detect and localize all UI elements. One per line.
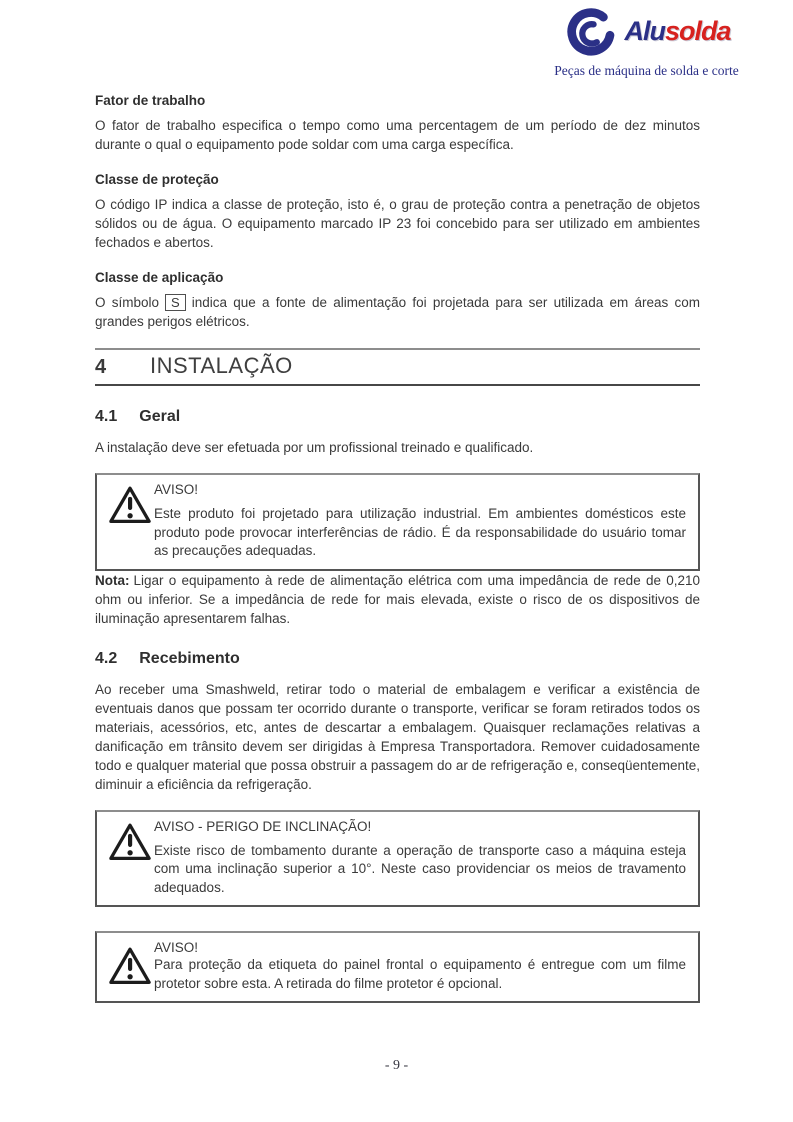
paragraph-classe-de-aplicacao [95,293,700,331]
page-number: - 9 - [384,1058,409,1073]
warning-triangle-icon [105,939,154,993]
section-heading-4-2-recebimento [95,650,700,668]
paragraph-fator-de-trabalho: O fator de trabalho especifica o tempo como uma percentagem de um período de dez minutos durante o qual o equipamento pode soldar com uma carga específica. [95,118,700,152]
section-heading-4-1-geral [95,408,700,426]
warning-triangle-icon [105,818,154,898]
heading-classe-de-aplicacao: Classe de aplicação [95,270,224,285]
warning-title: AVISO - PERIGO DE INCLINAÇÃO! [154,818,372,834]
warning-title: AVISO! [154,940,199,955]
warning-title: AVISO! [154,482,199,497]
heading-classe-de-protecao: Classe de proteção [95,172,219,187]
brand-name-alu: Alu [624,16,665,46]
warning-body: Este produto foi projetado para utilização industrial. Em ambientes domésticos este produto pode provocar interferências de rádio. É da responsabilidade do usuário tomar as precauções adequadas. [154,506,686,558]
warning-box-radio-interference [95,473,700,571]
warning-body: Existe risco de tombamento durante a operação de transporte caso a máquina esteja com uma inclinação superior a 10°. Neste caso providenciar os meios de travamento adequados. [154,842,686,895]
brand-name [624,18,730,45]
brand-tagline: Peças de máquina de solda e corte [554,63,739,78]
nota-text: Ligar o equipamento à rede de alimentação elétrica com uma impedância de rede de 0,210 ohm ou inferior. Se a impedância de rede for mais elevada, existe o risco de os dispositivos de iluminação apresentarem falhas. [95,572,700,626]
chapter-title: INSTALAÇÃO [150,353,293,378]
s-symbol-box: S [165,294,186,311]
paragraph-nota [95,571,700,628]
section-number: 4.2 [95,649,118,667]
paragraph-classe-de-protecao: O código IP indica a classe de proteção, isto é, o grau de proteção contra a penetração de objetos sólidos ou de água. O equipamento marcado IP 23 foi concebido para ser utilizado em ambientes fechados e abertos. [95,197,700,250]
paragraph-text-after-symbol: indica que a fonte de alimentação foi projetada para ser utilizada em áreas com grandes perigos elétricos. [95,295,700,329]
alusolda-logo [544,2,749,79]
paragraph-text-before-symbol: O símbolo [95,295,160,310]
chapter-number: 4 [95,356,107,378]
warning-triangle-icon [105,481,154,561]
chapter-heading-instalacao [95,348,700,386]
nota-label: Nota: [95,572,130,588]
brand-name-solda: solda [664,16,731,46]
warning-box-protective-film [95,931,700,1003]
warning-body: Para proteção da etiqueta do painel frontal o equipamento é entregue com um filme protetor sobre esta. A retirada do filme protetor é opcional. [154,957,686,991]
warning-box-tilt-danger [95,810,700,908]
alusolda-logo-icon [562,2,620,61]
section-title: Geral [139,408,181,425]
heading-fator-de-trabalho: Fator de trabalho [95,93,206,108]
section-number: 4.1 [95,408,118,425]
paragraph-recebimento: Ao receber uma Smashweld, retirar todo o material de embalagem e verificar a existência de eventuais danos que possam ter ocorrido durante o transporte, verificar se foram retirados todos os materiais, acessórios, etc, antes de descartar a embalagem. Quaisquer reclamações relativas a danificação em trânsito devem ser dirigidas à Empresa Transportadora. Remover cuidadosamente todo e qualquer material que possa obstruir a passagem do ar de refrigeração e, conseqüentemente, diminuir a eficiência da refrigeração. [95,681,700,792]
paragraph-geral: A instalação deve ser efetuada por um profissional treinado e qualificado. [95,440,534,455]
section-title: Recebimento [139,649,240,667]
